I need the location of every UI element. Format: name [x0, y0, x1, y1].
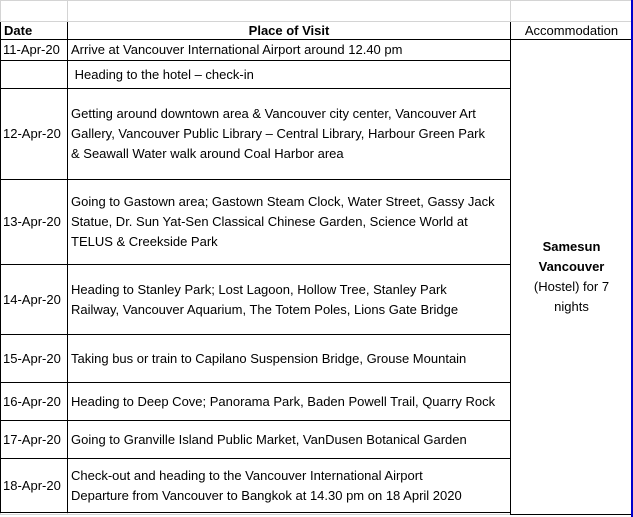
date-cell: 11-Apr-20 — [1, 40, 68, 61]
place-cell — [68, 40, 511, 61]
place-line: Getting around downtown area & Vancouver city center, Vancouver Art — [71, 106, 476, 121]
place-line: Heading to the hotel – check-in — [71, 66, 254, 82]
date-cell: 18-Apr-20 — [1, 459, 68, 513]
place-cell — [68, 383, 511, 421]
date-cell: 13-Apr-20 — [1, 180, 68, 265]
place-line: Railway, Vancouver Aquarium, The Totem Poles, Lions Gate Bridge — [71, 301, 459, 317]
date-cell: 17-Apr-20 — [1, 421, 68, 459]
place-cell — [68, 61, 511, 89]
header-accommodation: Accommodation — [511, 22, 633, 40]
place-line: Gallery, Vancouver Public Library – Central Library, Harbour Green Park — [71, 126, 486, 141]
place-cell — [68, 459, 511, 513]
place-line: Taking bus or train to Capilano Suspension Bridge, Grouse Mountain — [71, 350, 467, 366]
date-cell: 14-Apr-20 — [1, 265, 68, 335]
table-row — [1, 40, 633, 61]
place-line: & Seawall Water walk around Coal Harbor area — [71, 146, 344, 161]
header-date: Date — [1, 22, 68, 40]
place-line: Going to Granville Island Public Market, VanDusen Botanical Garden — [71, 431, 467, 447]
place-line: Departure from Vancouver to Bangkok at 14.30 pm on 18 April 2020 — [71, 487, 462, 503]
place-line: Heading to Stanley Park; Lost Lagoon, Hollow Tree, Stanley Park — [71, 281, 447, 297]
date-cell: 16-Apr-20 — [1, 383, 68, 421]
place-line: Statue, Dr. Sun Yat-Sen Classical Chinese Garden, Science World at — [71, 214, 468, 229]
blank-cell — [1, 1, 68, 22]
header-row — [1, 22, 633, 40]
blank-cell — [68, 1, 511, 22]
place-cell — [68, 180, 511, 265]
blank-cell — [1, 513, 68, 515]
place-line: Arrive at Vancouver International Airport around 12.40 pm — [71, 42, 403, 57]
blank-top-row — [1, 1, 633, 22]
blank-cell — [511, 1, 633, 22]
place-cell — [68, 335, 511, 383]
accommodation-cell — [511, 40, 633, 515]
date-cell — [1, 61, 68, 89]
accommodation-city: Vancouver — [538, 259, 605, 274]
place-cell — [68, 89, 511, 180]
accommodation-type: (Hostel) for 7 — [533, 279, 610, 294]
accommodation-name: Samesun — [542, 239, 601, 254]
place-line: Going to Gastown area; Gastown Steam Clock, Water Street, Gassy Jack — [71, 194, 495, 209]
header-place: Place of Visit — [68, 22, 511, 40]
date-cell: 12-Apr-20 — [1, 89, 68, 180]
place-line: TELUS & Creekside Park — [71, 234, 218, 249]
blank-cell — [68, 513, 511, 515]
place-line: Heading to Deep Cove; Panorama Park, Baden Powell Trail, Quarry Rock — [71, 393, 496, 409]
place-cell — [68, 421, 511, 459]
place-cell — [68, 265, 511, 335]
accommodation-duration: nights — [554, 299, 589, 314]
place-line: Check-out and heading to the Vancouver International Airport — [71, 467, 423, 483]
date-cell: 15-Apr-20 — [1, 335, 68, 383]
